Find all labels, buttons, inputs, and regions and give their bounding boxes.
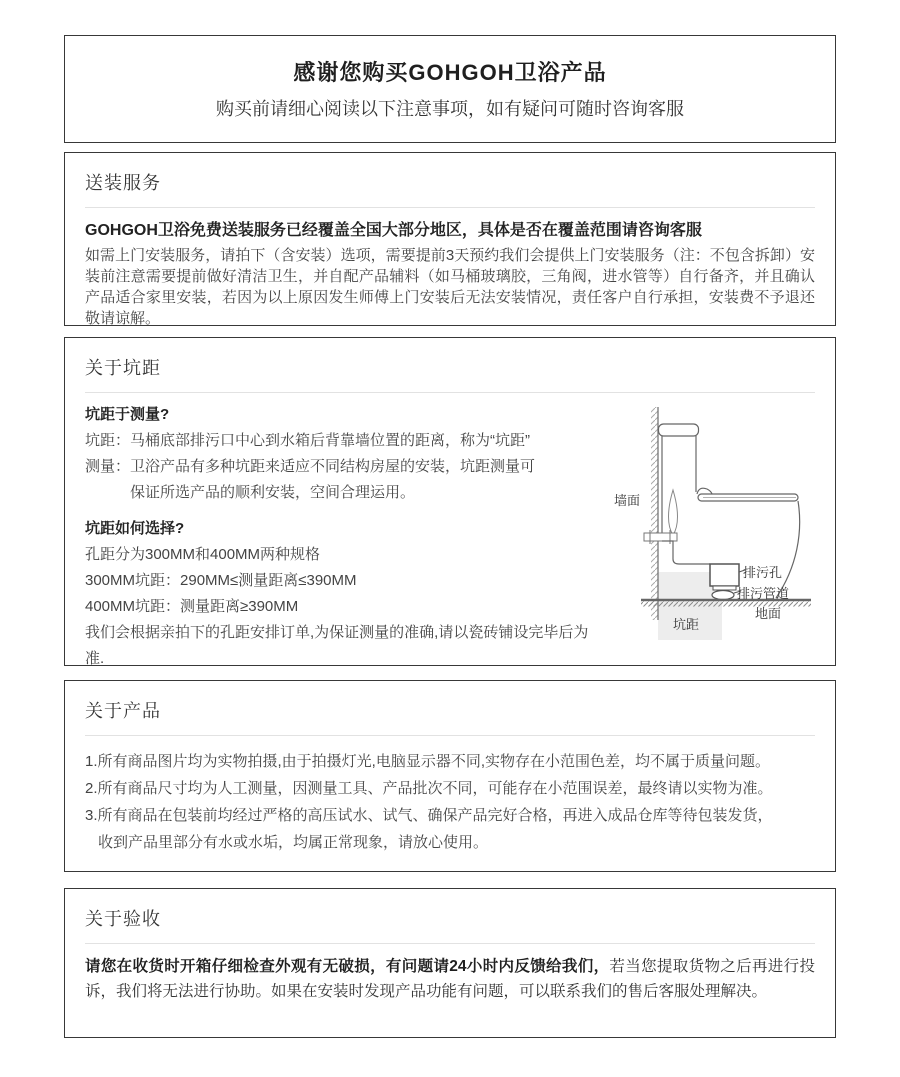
section-divider [85,735,815,736]
pit-spec-400: 400MM坑距：测量距离≥390MM [85,598,299,615]
section-divider [85,207,815,208]
page-title: 感谢您购买GOHGOH卫浴产品 [293,60,607,85]
diagram-label-drain-hole: 排污孔 [743,565,783,580]
acceptance-rest-text: 若当您提取货物之后再进行投诉，我们将无法进行协助。如果在安装时发现产品功能有问题，可以联系我们的售后客服处理解决。 [85,958,815,1000]
acceptance-panel [64,888,836,1038]
pit-note-line: 我们会根据亲拍下的孔距安排订单,为保证测量的准确,请以瓷砖铺设完毕后为准. [85,624,589,667]
section-divider [85,392,815,393]
product-note-item: 2.所有商品尺寸均为人工测量，因测量工具、产品批次不同，可能存在小范围误差，最终请以实物为准。 [85,780,773,797]
acceptance-body-text [85,954,815,1004]
pit-spec-line: 孔距分为300MM和400MM两种规格 [85,546,321,563]
pit-question-1: 坑距于测量? [85,406,170,423]
pit-spec-300: 300MM坑距：290MM≤测量距离≤390MM [85,572,357,589]
pit-measure-line-2: 保证所选产品的顺利安装，空间合理运用。 [130,484,416,501]
drain-pipe-shape [712,591,734,600]
delivery-body-text: 如需上门安装服务，请拍下（含安装）选项，需要提前3天预约我们会提供上门安装服务（注：不包含拆卸）安装前注意需要提前做好清洁卫生，并自配产品辅料（如马桶玻璃胶，三角阀，进水管等）自行备齐，并且确认产品适合家里安装，若因为以上原因发生师傅上门安装后无法安装情况，责任客户自行承担，安装费不予退还敬请谅解。 [85,247,815,327]
pit-definition-line: 坑距：马桶底部排污口中心到水箱后背靠墙位置的距离，称为“坑距” [85,432,530,449]
acceptance-section-title: 关于验收 [85,909,161,929]
product-notes-list [85,748,815,856]
product-note-item: 1.所有商品图片均为实物拍摄,由于拍摄灯光,电脑显示器不同,实物存在小范围色差，均不属于质量问题。 [85,753,771,770]
about-product-panel [64,680,836,872]
product-note-item: 收到产品里部分有水或水垢，均属正常现象，请放心使用。 [98,834,489,851]
section-divider [85,943,815,944]
diagram-label-drain-pipe: 排污管道 [737,586,790,601]
page-subtitle: 购买前请细心阅读以下注意事项，如有疑问可随时咨询客服 [216,99,684,119]
delivery-service-panel [64,152,836,326]
delivery-lead-text: GOHGOH卫浴免费送装服务已经覆盖全国大部分地区，具体是否在覆盖范围请咨询客服 [85,222,702,239]
thanks-panel [64,35,836,143]
diagram-label-pit: 坑距 [673,617,700,632]
drain-hole-box [710,564,739,586]
pit-question-2: 坑距如何选择? [85,520,185,537]
pit-section-title: 关于坑距 [85,358,161,378]
diagram-label-ground: 地面 [755,606,782,621]
pit-text-column [85,402,605,672]
delivery-section-title: 送装服务 [85,173,161,193]
diagram-label-wall: 墙面 [614,493,641,508]
toilet-diagram-drawing [613,402,818,654]
pit-measure-line: 测量：卫浴产品有多种坑距来适应不同结构房屋的安装，坑距测量可 [85,458,536,475]
product-note-item: 3.所有商品在包装前均经过严格的高压试水、试气、确保产品完好合格，再进入成品仓库等待包装发货， [85,807,773,824]
pit-distance-panel [64,337,836,666]
wall-hatching [651,407,658,620]
product-section-title: 关于产品 [85,701,161,721]
toilet-pit-distance-diagram [613,402,818,654]
acceptance-bold-text: 请您在收货时开箱仔细检查外观有无破损，有问题请24小时内反馈给我们， [85,958,610,975]
